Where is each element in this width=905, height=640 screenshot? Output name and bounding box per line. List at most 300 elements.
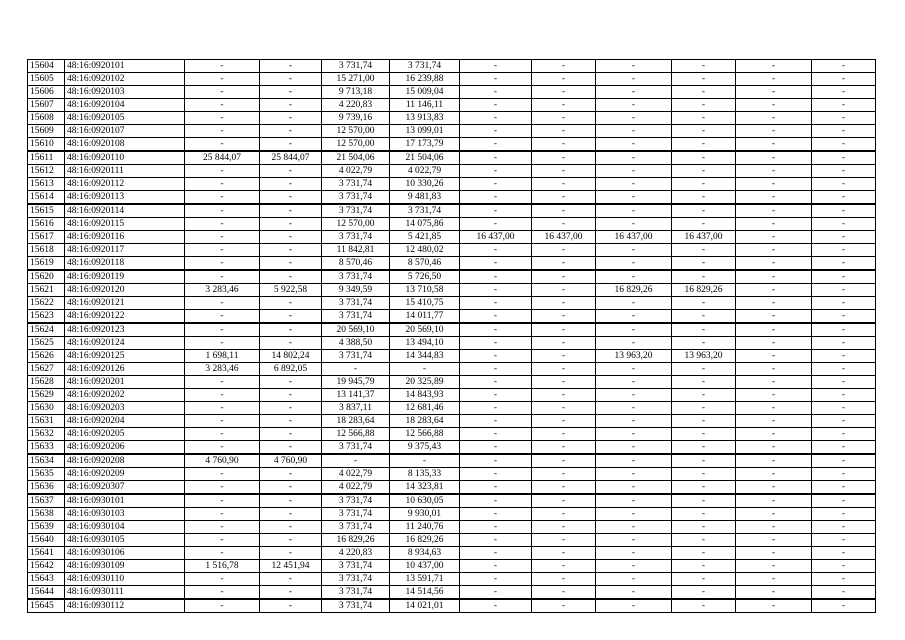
value-col-10-cell: - xyxy=(812,586,876,600)
value-col-2-cell: 14 802,24 xyxy=(260,350,322,363)
value-col-7-cell: - xyxy=(596,468,672,481)
value-col-6-cell: - xyxy=(532,165,596,178)
value-col-7-cell: - xyxy=(596,257,672,271)
value-col-8-cell: - xyxy=(672,560,736,573)
value-col-3-cell: 3 731,74 xyxy=(322,560,390,573)
value-col-6-cell: - xyxy=(532,323,596,337)
value-col-5-cell: - xyxy=(460,165,532,178)
value-col-9-cell: - xyxy=(736,428,812,441)
value-col-9-cell: - xyxy=(736,508,812,521)
value-col-7-cell: - xyxy=(596,165,672,178)
value-col-2-cell: - xyxy=(260,165,322,178)
value-col-6-cell: - xyxy=(532,441,596,455)
value-col-10-cell: - xyxy=(812,60,876,73)
value-col-9-cell: - xyxy=(736,270,812,284)
value-col-10-cell: - xyxy=(812,363,876,376)
value-col-4-cell: 13 591,71 xyxy=(390,573,460,586)
value-col-2-cell: - xyxy=(260,178,322,191)
value-col-10-cell: - xyxy=(812,297,876,310)
value-col-4-cell: 17 173,79 xyxy=(390,138,460,152)
value-col-9-cell: - xyxy=(736,376,812,389)
value-col-6-cell: - xyxy=(532,191,596,205)
value-col-10-cell: - xyxy=(812,494,876,508)
value-col-10-cell: - xyxy=(812,508,876,521)
value-col-4-cell: 16 829,26 xyxy=(390,534,460,547)
value-col-3-cell: 15 271,00 xyxy=(322,73,390,86)
value-col-7-cell: - xyxy=(596,125,672,138)
value-col-2-cell: - xyxy=(260,389,322,402)
row-number-cell: 15609 xyxy=(28,125,65,138)
cadastral-number-cell: 48:16:0930110 xyxy=(65,573,185,586)
value-col-4-cell: 14 323,81 xyxy=(390,481,460,495)
value-col-1-cell: - xyxy=(185,428,260,441)
cadastral-number-cell: 48:16:0930104 xyxy=(65,521,185,534)
value-col-8-cell: - xyxy=(672,547,736,560)
cadastral-number-cell: 48:16:0920119 xyxy=(65,270,185,284)
value-col-1-cell: - xyxy=(185,270,260,284)
value-col-5-cell: - xyxy=(460,573,532,586)
value-col-2-cell: - xyxy=(260,599,322,613)
value-col-7-cell: - xyxy=(596,508,672,521)
value-col-8-cell: - xyxy=(672,178,736,191)
row-number-cell: 15605 xyxy=(28,73,65,86)
value-col-8-cell: - xyxy=(672,389,736,402)
value-col-8-cell: - xyxy=(672,599,736,613)
value-col-8-cell: - xyxy=(672,86,736,99)
value-col-1-cell: - xyxy=(185,441,260,455)
value-col-3-cell: 4 022,79 xyxy=(322,165,390,178)
value-col-6-cell: - xyxy=(532,547,596,560)
value-col-5-cell: - xyxy=(460,138,532,152)
value-col-9-cell: - xyxy=(736,337,812,350)
value-col-9-cell: - xyxy=(736,415,812,428)
value-col-7-cell: - xyxy=(596,244,672,257)
value-col-5-cell: - xyxy=(460,112,532,125)
value-col-7-cell: - xyxy=(596,389,672,402)
value-col-9-cell: - xyxy=(736,494,812,508)
cadastral-number-cell: 48:16:0930103 xyxy=(65,508,185,521)
value-col-6-cell: - xyxy=(532,586,596,600)
cadastral-number-cell: 48:16:0920101 xyxy=(65,60,185,73)
value-col-9-cell: - xyxy=(736,112,812,125)
value-col-7-cell: - xyxy=(596,586,672,600)
value-col-3-cell: 9 349,59 xyxy=(322,284,390,297)
row-number-cell: 15615 xyxy=(28,204,65,218)
table-row xyxy=(28,204,876,218)
row-number-cell: 15608 xyxy=(28,112,65,125)
value-col-1-cell: - xyxy=(185,257,260,271)
value-col-8-cell: - xyxy=(672,310,736,324)
value-col-4-cell: 5 726,50 xyxy=(390,270,460,284)
value-col-6-cell: - xyxy=(532,573,596,586)
value-col-8-cell: - xyxy=(672,323,736,337)
value-col-3-cell: 3 731,74 xyxy=(322,178,390,191)
cadastral-number-cell: 48:16:0920116 xyxy=(65,231,185,244)
value-col-7-cell: - xyxy=(596,323,672,337)
cadastral-number-cell: 48:16:0930112 xyxy=(65,599,185,613)
value-col-9-cell: - xyxy=(736,441,812,455)
value-col-7-cell: 16 829,26 xyxy=(596,284,672,297)
value-col-3-cell: - xyxy=(322,363,390,376)
value-col-4-cell: 14 011,77 xyxy=(390,310,460,324)
value-col-2-cell: 25 844,07 xyxy=(260,151,322,165)
value-col-10-cell: - xyxy=(812,125,876,138)
value-col-10-cell: - xyxy=(812,151,876,165)
value-col-5-cell: - xyxy=(460,151,532,165)
value-col-3-cell: 12 570,00 xyxy=(322,138,390,152)
value-col-3-cell: 18 283,64 xyxy=(322,415,390,428)
cadastral-number-cell: 48:16:0920206 xyxy=(65,441,185,455)
value-col-1-cell: - xyxy=(185,586,260,600)
value-col-1-cell: - xyxy=(185,376,260,389)
value-col-3-cell: 3 731,74 xyxy=(322,573,390,586)
cadastral-number-cell: 48:16:0920121 xyxy=(65,297,185,310)
value-col-8-cell: - xyxy=(672,521,736,534)
value-col-6-cell: - xyxy=(532,389,596,402)
table-row xyxy=(28,270,876,284)
value-col-6-cell: - xyxy=(532,99,596,112)
row-number-cell: 15643 xyxy=(28,573,65,586)
value-col-4-cell: 13 913,83 xyxy=(390,112,460,125)
value-col-7-cell: - xyxy=(596,99,672,112)
value-col-6-cell: - xyxy=(532,494,596,508)
value-col-8-cell: - xyxy=(672,270,736,284)
value-col-1-cell: - xyxy=(185,231,260,244)
value-col-1-cell: - xyxy=(185,481,260,495)
value-col-1-cell: - xyxy=(185,323,260,337)
table-row xyxy=(28,178,876,191)
table-row xyxy=(28,534,876,547)
value-col-9-cell: - xyxy=(736,138,812,152)
value-col-2-cell: 5 922,58 xyxy=(260,284,322,297)
value-col-3-cell: 16 829,26 xyxy=(322,534,390,547)
row-number-cell: 15637 xyxy=(28,494,65,508)
value-col-1-cell: - xyxy=(185,218,260,231)
row-number-cell: 15635 xyxy=(28,468,65,481)
value-col-3-cell: 3 731,74 xyxy=(322,350,390,363)
value-col-2-cell: - xyxy=(260,112,322,125)
cadastral-number-cell: 48:16:0930106 xyxy=(65,547,185,560)
value-col-3-cell: 4 220,83 xyxy=(322,547,390,560)
value-col-4-cell: 3 731,74 xyxy=(390,60,460,73)
table-row xyxy=(28,350,876,363)
value-col-10-cell: - xyxy=(812,521,876,534)
value-col-7-cell: - xyxy=(596,573,672,586)
value-col-9-cell: - xyxy=(736,389,812,402)
value-col-4-cell: 14 514,56 xyxy=(390,586,460,600)
value-col-6-cell: - xyxy=(532,257,596,271)
value-col-8-cell: 16 829,26 xyxy=(672,284,736,297)
cadastral-number-cell: 48:16:0920123 xyxy=(65,323,185,337)
value-col-3-cell: 13 141,37 xyxy=(322,389,390,402)
value-col-3-cell: 8 570,46 xyxy=(322,257,390,271)
cadastral-number-cell: 48:16:0930109 xyxy=(65,560,185,573)
value-col-1-cell: - xyxy=(185,599,260,613)
value-col-7-cell: - xyxy=(596,204,672,218)
value-col-3-cell: 4 388,50 xyxy=(322,337,390,350)
value-col-4-cell: 3 731,74 xyxy=(390,204,460,218)
value-col-7-cell: - xyxy=(596,60,672,73)
row-number-cell: 15630 xyxy=(28,402,65,415)
value-col-7-cell: - xyxy=(596,151,672,165)
row-number-cell: 15645 xyxy=(28,599,65,613)
value-col-5-cell: - xyxy=(460,60,532,73)
value-col-1-cell: - xyxy=(185,573,260,586)
value-col-6-cell: - xyxy=(532,284,596,297)
value-col-9-cell: - xyxy=(736,86,812,99)
value-col-10-cell: - xyxy=(812,534,876,547)
value-col-1-cell: - xyxy=(185,310,260,324)
value-col-10-cell: - xyxy=(812,350,876,363)
value-col-8-cell: - xyxy=(672,138,736,152)
value-col-9-cell: - xyxy=(736,468,812,481)
value-col-2-cell: - xyxy=(260,270,322,284)
value-col-6-cell: - xyxy=(532,112,596,125)
value-col-10-cell: - xyxy=(812,204,876,218)
value-col-1-cell: - xyxy=(185,534,260,547)
value-col-5-cell: - xyxy=(460,86,532,99)
value-col-4-cell: 13 710,58 xyxy=(390,284,460,297)
value-col-4-cell: 14 843,93 xyxy=(390,389,460,402)
value-col-5-cell: - xyxy=(460,454,532,468)
value-col-3-cell: 3 731,74 xyxy=(322,310,390,324)
cadastral-number-cell: 48:16:0920105 xyxy=(65,112,185,125)
value-col-3-cell: 4 022,79 xyxy=(322,481,390,495)
cadastral-number-cell: 48:16:0920205 xyxy=(65,428,185,441)
value-col-7-cell: - xyxy=(596,415,672,428)
value-col-10-cell: - xyxy=(812,178,876,191)
row-number-cell: 15612 xyxy=(28,165,65,178)
value-col-6-cell: - xyxy=(532,218,596,231)
value-col-3-cell: 3 731,74 xyxy=(322,586,390,600)
value-col-4-cell: 12 566,88 xyxy=(390,428,460,441)
value-col-10-cell: - xyxy=(812,257,876,271)
row-number-cell: 15632 xyxy=(28,428,65,441)
table-body xyxy=(28,60,876,613)
value-col-5-cell: - xyxy=(460,428,532,441)
value-col-9-cell: - xyxy=(736,547,812,560)
value-col-7-cell: 13 963,20 xyxy=(596,350,672,363)
value-col-2-cell: - xyxy=(260,244,322,257)
value-col-8-cell: - xyxy=(672,218,736,231)
value-col-4-cell: 5 421,85 xyxy=(390,231,460,244)
value-col-9-cell: - xyxy=(736,125,812,138)
row-number-cell: 15607 xyxy=(28,99,65,112)
value-col-4-cell: 16 239,88 xyxy=(390,73,460,86)
value-col-9-cell: - xyxy=(736,73,812,86)
row-number-cell: 15629 xyxy=(28,389,65,402)
value-col-4-cell: 14 344,83 xyxy=(390,350,460,363)
value-col-2-cell: - xyxy=(260,547,322,560)
value-col-8-cell: - xyxy=(672,508,736,521)
value-col-10-cell: - xyxy=(812,310,876,324)
value-col-5-cell: - xyxy=(460,337,532,350)
value-col-3-cell: 21 504,06 xyxy=(322,151,390,165)
value-col-7-cell: - xyxy=(596,534,672,547)
value-col-2-cell: - xyxy=(260,521,322,534)
row-number-cell: 15631 xyxy=(28,415,65,428)
value-col-5-cell: - xyxy=(460,441,532,455)
value-col-3-cell: 3 731,74 xyxy=(322,599,390,613)
value-col-7-cell: - xyxy=(596,73,672,86)
value-col-3-cell: 19 945,79 xyxy=(322,376,390,389)
value-col-5-cell: - xyxy=(460,297,532,310)
value-col-7-cell: - xyxy=(596,297,672,310)
value-col-2-cell: - xyxy=(260,231,322,244)
value-col-2-cell: - xyxy=(260,204,322,218)
value-col-2-cell: - xyxy=(260,337,322,350)
value-col-8-cell: - xyxy=(672,337,736,350)
value-col-2-cell: - xyxy=(260,586,322,600)
value-col-8-cell: - xyxy=(672,112,736,125)
value-col-4-cell: 8 934,63 xyxy=(390,547,460,560)
table-row xyxy=(28,297,876,310)
row-number-cell: 15611 xyxy=(28,151,65,165)
value-col-1-cell: 25 844,07 xyxy=(185,151,260,165)
value-col-8-cell: - xyxy=(672,586,736,600)
value-col-7-cell: 16 437,00 xyxy=(596,231,672,244)
value-col-4-cell: 8 570,46 xyxy=(390,257,460,271)
value-col-8-cell: - xyxy=(672,151,736,165)
value-col-9-cell: - xyxy=(736,99,812,112)
value-col-3-cell: 12 570,00 xyxy=(322,125,390,138)
value-col-8-cell: 13 963,20 xyxy=(672,350,736,363)
value-col-2-cell: - xyxy=(260,99,322,112)
value-col-5-cell: - xyxy=(460,270,532,284)
value-col-3-cell: 11 842,81 xyxy=(322,244,390,257)
value-col-1-cell: 3 283,46 xyxy=(185,363,260,376)
value-col-5-cell: - xyxy=(460,99,532,112)
value-col-8-cell: - xyxy=(672,73,736,86)
value-col-7-cell: - xyxy=(596,138,672,152)
value-col-6-cell: - xyxy=(532,244,596,257)
cadastral-number-cell: 48:16:0920202 xyxy=(65,389,185,402)
value-col-4-cell: 10 437,00 xyxy=(390,560,460,573)
table-row xyxy=(28,73,876,86)
value-col-6-cell: - xyxy=(532,415,596,428)
cadastral-number-cell: 48:16:0920113 xyxy=(65,191,185,205)
value-col-9-cell: - xyxy=(736,165,812,178)
value-col-2-cell: - xyxy=(260,481,322,495)
value-col-5-cell: - xyxy=(460,389,532,402)
table-row xyxy=(28,599,876,613)
table-row xyxy=(28,508,876,521)
value-col-6-cell: - xyxy=(532,310,596,324)
cadastral-number-cell: 48:16:0920126 xyxy=(65,363,185,376)
value-col-2-cell: - xyxy=(260,257,322,271)
row-number-cell: 15606 xyxy=(28,86,65,99)
value-col-10-cell: - xyxy=(812,389,876,402)
value-col-2-cell: - xyxy=(260,441,322,455)
value-col-2-cell: - xyxy=(260,86,322,99)
value-col-4-cell: 15 410,75 xyxy=(390,297,460,310)
cadastral-number-cell: 48:16:0920208 xyxy=(65,454,185,468)
value-col-4-cell: 10 630,05 xyxy=(390,494,460,508)
value-col-1-cell: - xyxy=(185,337,260,350)
table-row xyxy=(28,310,876,324)
value-col-2-cell: - xyxy=(260,297,322,310)
value-col-9-cell: - xyxy=(736,218,812,231)
cadastral-number-cell: 48:16:0920125 xyxy=(65,350,185,363)
value-col-10-cell: - xyxy=(812,270,876,284)
value-col-8-cell: - xyxy=(672,60,736,73)
value-col-6-cell: - xyxy=(532,60,596,73)
value-col-8-cell: - xyxy=(672,191,736,205)
value-col-10-cell: - xyxy=(812,244,876,257)
value-col-3-cell: 9 739,16 xyxy=(322,112,390,125)
value-col-2-cell: - xyxy=(260,138,322,152)
value-col-3-cell: 3 731,74 xyxy=(322,191,390,205)
value-col-5-cell: - xyxy=(460,350,532,363)
value-col-5-cell: - xyxy=(460,125,532,138)
value-col-10-cell: - xyxy=(812,138,876,152)
value-col-4-cell: 15 009,04 xyxy=(390,86,460,99)
value-col-4-cell: 14 021,01 xyxy=(390,599,460,613)
value-col-1-cell: - xyxy=(185,204,260,218)
value-col-2-cell: - xyxy=(260,468,322,481)
value-col-7-cell: - xyxy=(596,86,672,99)
table-row xyxy=(28,521,876,534)
value-col-8-cell: - xyxy=(672,494,736,508)
value-col-5-cell: - xyxy=(460,310,532,324)
value-col-5-cell: - xyxy=(460,547,532,560)
value-col-2-cell: - xyxy=(260,310,322,324)
value-col-7-cell: - xyxy=(596,218,672,231)
value-col-2-cell: - xyxy=(260,376,322,389)
value-col-1-cell: - xyxy=(185,468,260,481)
cadastral-number-cell: 48:16:0920104 xyxy=(65,99,185,112)
value-col-1-cell: - xyxy=(185,86,260,99)
value-col-6-cell: - xyxy=(532,86,596,99)
cadastral-number-cell: 48:16:0930111 xyxy=(65,586,185,600)
table-row xyxy=(28,389,876,402)
table-row xyxy=(28,586,876,600)
value-col-7-cell: - xyxy=(596,191,672,205)
value-col-4-cell: 10 330,26 xyxy=(390,178,460,191)
value-col-7-cell: - xyxy=(596,560,672,573)
value-col-6-cell: 16 437,00 xyxy=(532,231,596,244)
value-col-7-cell: - xyxy=(596,402,672,415)
value-col-1-cell: - xyxy=(185,494,260,508)
value-col-1-cell: 1 698,11 xyxy=(185,350,260,363)
cadastral-number-cell: 48:16:0920209 xyxy=(65,468,185,481)
table-row xyxy=(28,60,876,73)
value-col-4-cell: 4 022,79 xyxy=(390,165,460,178)
table-row xyxy=(28,99,876,112)
value-col-8-cell: - xyxy=(672,363,736,376)
value-col-2-cell: - xyxy=(260,60,322,73)
value-col-6-cell: - xyxy=(532,73,596,86)
value-col-4-cell: - xyxy=(390,363,460,376)
row-number-cell: 15625 xyxy=(28,337,65,350)
value-col-7-cell: - xyxy=(596,428,672,441)
value-col-5-cell: - xyxy=(460,468,532,481)
value-col-5-cell: - xyxy=(460,560,532,573)
value-col-2-cell: - xyxy=(260,218,322,231)
table-row xyxy=(28,494,876,508)
value-col-6-cell: - xyxy=(532,363,596,376)
value-col-3-cell: 3 731,74 xyxy=(322,494,390,508)
value-col-5-cell: - xyxy=(460,323,532,337)
value-col-1-cell: 4 760,90 xyxy=(185,454,260,468)
cadastral-number-cell: 48:16:0920124 xyxy=(65,337,185,350)
row-number-cell: 15618 xyxy=(28,244,65,257)
table-row xyxy=(28,337,876,350)
row-number-cell: 15633 xyxy=(28,441,65,455)
value-col-2-cell: - xyxy=(260,191,322,205)
value-col-4-cell: 9 375,43 xyxy=(390,441,460,455)
value-col-5-cell: - xyxy=(460,481,532,495)
